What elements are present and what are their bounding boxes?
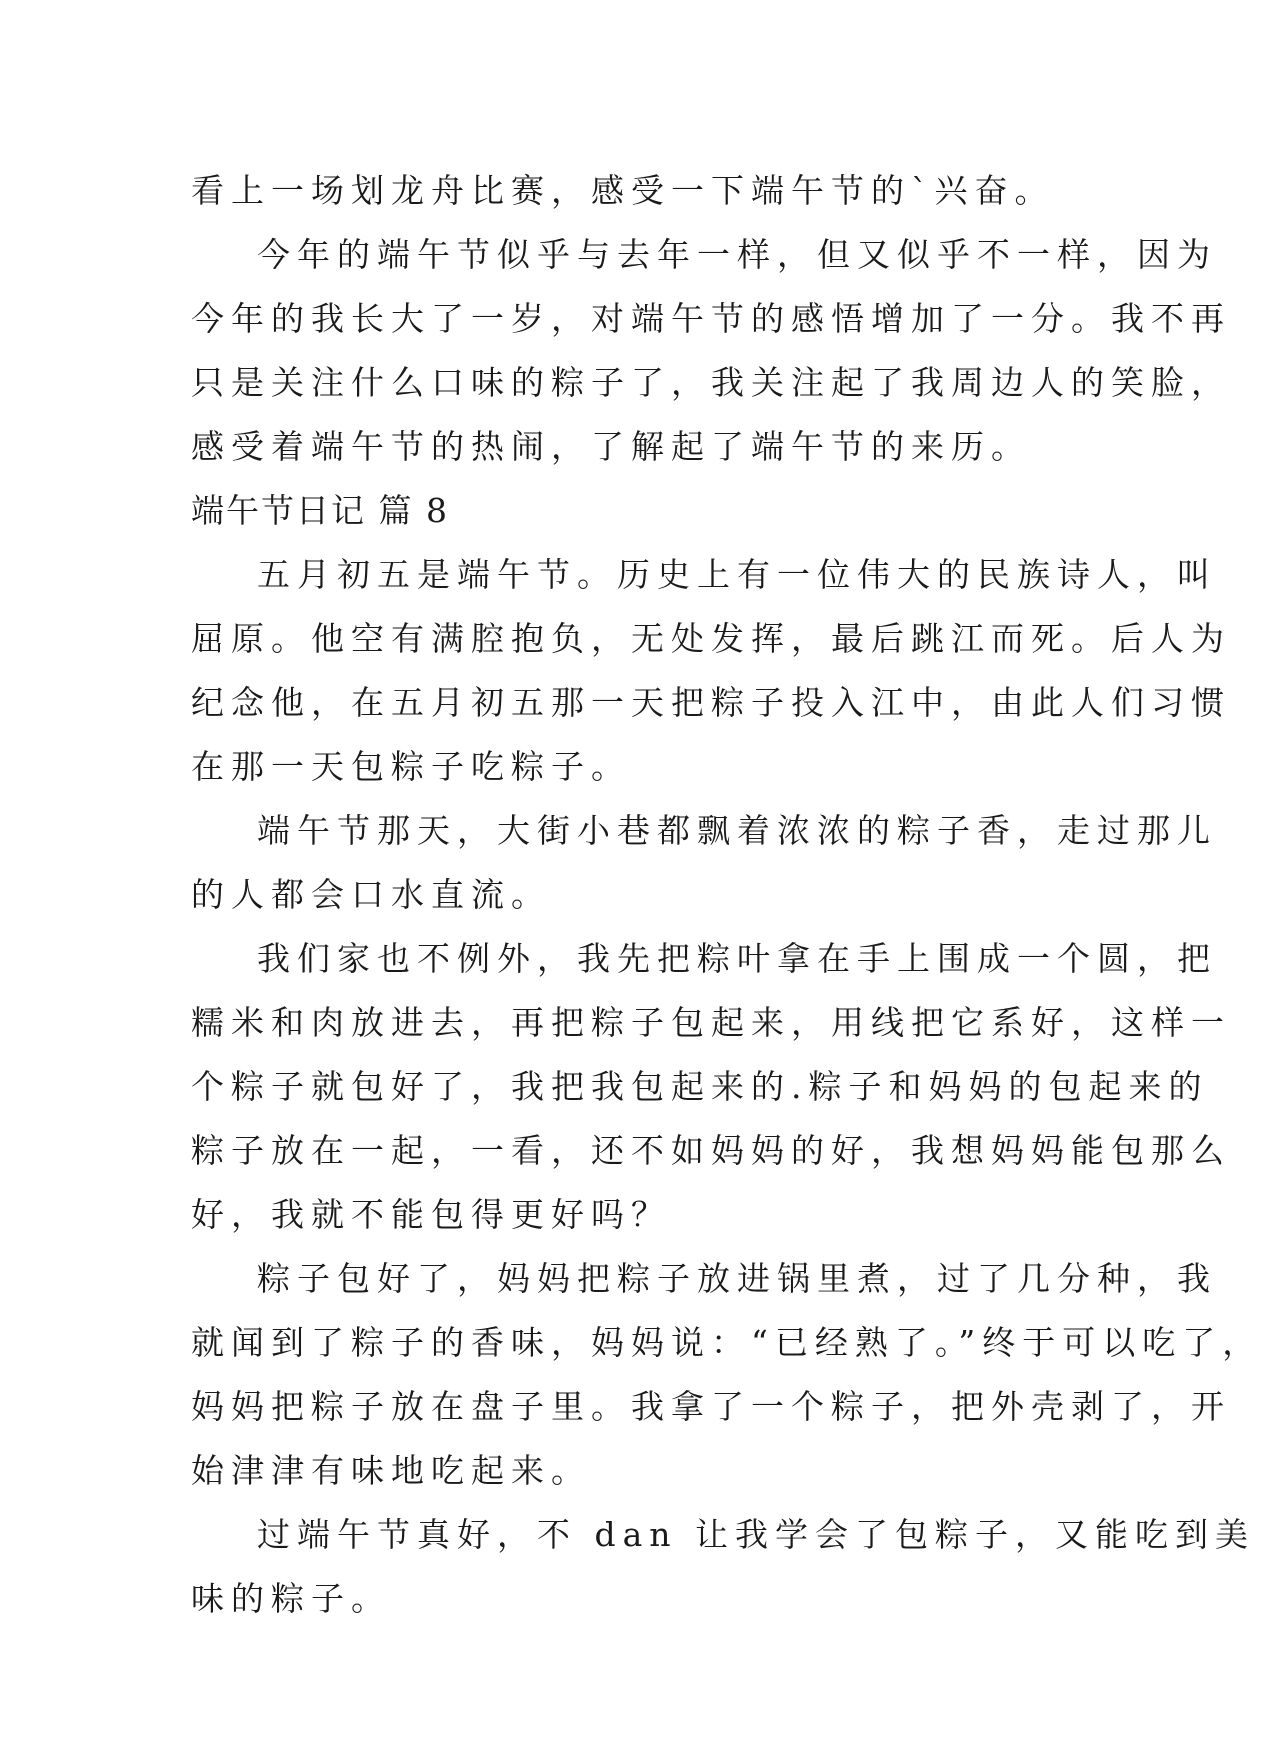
text-line: 只是关注什么口味的粽子了，我关注起了我周边人的笑脸， [191, 363, 1231, 402]
text-line: 糯米和肉放进去，再把粽子包起来，用线把它系好，这样一 [191, 1003, 1231, 1042]
text-line: 始津津有味地吃起来。 [191, 1451, 591, 1490]
text-line: 的人都会口水直流。 [191, 875, 551, 914]
text-line: 感受着端午节的热闹，了解起了端午节的来历。 [191, 427, 1031, 466]
text-line: 在那一天包粽子吃粽子。 [191, 747, 631, 786]
text-line: 过端午节真好，不 dan 让我学会了包粽子，又能吃到美 [257, 1515, 1256, 1554]
text-line: 味的粽子。 [191, 1579, 391, 1618]
text-line: 粽子包好了，妈妈把粽子放进锅里煮，过了几分种，我 [257, 1259, 1217, 1298]
text-line: 纪念他，在五月初五那一天把粽子投入江中，由此人们习惯 [191, 683, 1231, 722]
text-line: 五月初五是端午节。历史上有一位伟大的民族诗人，叫 [257, 555, 1217, 594]
text-line: 粽子放在一起，一看，还不如妈妈的好，我想妈妈能包那么 [191, 1131, 1231, 1170]
text-line: 个粽子就包好了，我把我包起来的.粽子和妈妈的包起来的 [191, 1067, 1209, 1106]
text-line: 端午节那天，大街小巷都飘着浓浓的粽子香，走过那儿 [257, 811, 1217, 850]
text-line: 妈妈把粽子放在盘子里。我拿了一个粽子，把外壳剥了，开 [191, 1387, 1231, 1426]
text-line: 就闻到了粽子的香味，妈妈说：“已经熟了。”终于可以吃了， [191, 1323, 1262, 1362]
text-line: 今年的我长大了一岁，对端午节的感悟增加了一分。我不再 [191, 299, 1231, 338]
section-heading: 端午节日记 篇 8 [191, 491, 449, 530]
text-line: 看上一场划龙舟比赛，感受一下端午节的`兴奋。 [191, 171, 1055, 210]
text-line: 好，我就不能包得更好吗？ [191, 1195, 671, 1234]
text-line: 屈原。他空有满腔抱负，无处发挥，最后跳江而死。后人为 [191, 619, 1231, 658]
document-body [191, 159, 1262, 1631]
text-line: 我们家也不例外，我先把粽叶拿在手上围成一个圆，把 [257, 939, 1217, 978]
text-line: 今年的端午节似乎与去年一样，但又似乎不一样，因为 [257, 235, 1217, 274]
